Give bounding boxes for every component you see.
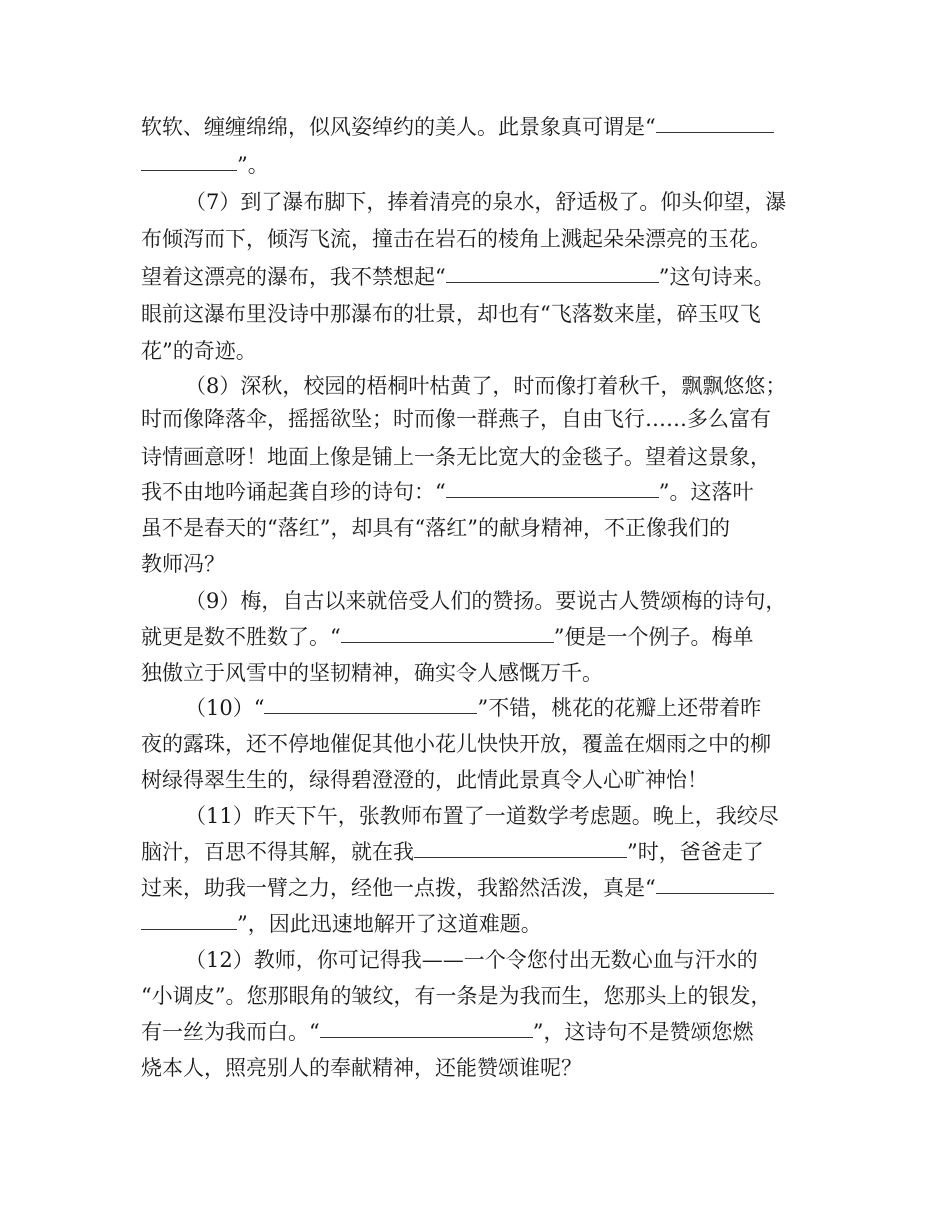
line-text: 教师冯？ — [141, 552, 225, 576]
text-line — [141, 440, 771, 474]
line-text-after: ”便是一个例子。梅单 — [553, 625, 754, 649]
line-text-after: ”。 — [237, 153, 269, 177]
answer-blank[interactable] — [320, 1015, 533, 1038]
text-line — [141, 297, 761, 331]
text-line — [185, 943, 758, 977]
line-text-after: ”时，爸爸走了 — [627, 840, 764, 864]
line-text: 烧本人，照亮别人的奉献精神，还能赞颂谁呢？ — [141, 1056, 582, 1080]
line-text-after: ”不错，桃花的花瓣上还带着昨 — [477, 696, 762, 720]
text-line — [141, 511, 730, 545]
line-text: （7）到了瀑布脚下，捧着清亮的泉水，舒适极了。仰头仰望，瀑 — [185, 190, 787, 214]
text-line — [141, 222, 771, 256]
line-text: 虽不是春天的“落红”，却具有“落红”的献身精神，不正像我们的 — [141, 516, 730, 540]
line-text: 我不由地吟诵起龚自珍的诗句：“ — [141, 480, 446, 504]
line-text: “小调皮”。您那眼角的皱纹，有一条是为我而生，您那头上的银发， — [141, 984, 772, 1008]
text-line — [185, 369, 786, 403]
line-text: 树绿得翠生生的，绿得碧澄澄的，此情此景真令人心旷神怡！ — [141, 768, 708, 792]
answer-blank[interactable] — [446, 260, 659, 283]
line-text: 时而像降落伞，摇摇欲坠；时而像一群燕子，自由飞行……多么富有 — [141, 407, 771, 431]
text-line — [141, 402, 771, 436]
line-text: （11）昨天下午，张教师布置了一道数学考虑题。晚上，我绞尽 — [185, 804, 779, 828]
text-line — [141, 1051, 582, 1085]
text-line — [141, 148, 269, 182]
line-text: （10）“ — [185, 696, 265, 720]
text-line — [141, 547, 225, 581]
text-line — [141, 727, 771, 761]
text-line — [141, 260, 775, 294]
text-line — [141, 620, 754, 654]
text-line — [141, 334, 257, 368]
line-text: 有一丝为我而白。“ — [141, 1020, 320, 1044]
text-line — [185, 799, 779, 833]
text-line — [141, 656, 603, 690]
line-text: 过来，助我一臂之力，经他一点拨，我豁然活泼，真是“ — [141, 876, 656, 900]
line-text: （9）梅，自古以来就倍受人们的赞扬。要说古人赞颂梅的诗句， — [185, 589, 787, 613]
text-line — [141, 110, 774, 144]
text-line — [141, 835, 764, 869]
line-text: 诗情画意呀！地面上像是铺上一条无比宽大的金毯子。望着这景象， — [141, 445, 771, 469]
line-text-after: ”，这诗句不是赞颂您燃 — [532, 1020, 754, 1044]
line-text: 望着这漂亮的瀑布，我不禁想起“ — [141, 265, 446, 289]
answer-blank[interactable] — [141, 148, 237, 171]
text-line — [141, 907, 542, 941]
answer-blank[interactable] — [656, 110, 774, 133]
line-text: 花”的奇迹。 — [141, 339, 257, 363]
line-text-after: ”，因此迅速地解开了这道难题。 — [237, 912, 542, 936]
line-text: 软软、缠缠绵绵，似风姿绰约的美人。此景象真可谓是“ — [141, 115, 656, 139]
text-line — [141, 1015, 754, 1049]
line-text: （12）教师，你可记得我——一个令您付出无数心血与汗水的 — [185, 948, 758, 972]
answer-blank[interactable] — [141, 907, 237, 930]
line-text-after: ”。这落叶 — [658, 480, 754, 504]
text-line — [185, 691, 761, 725]
line-text: 眼前这瀑布里没诗中那瀑布的壮景，却也有“飞落数来崖，碎玉叹飞 — [141, 302, 761, 326]
line-text: 独傲立于风雪中的坚韧精神，确实令人感慨万千。 — [141, 661, 603, 685]
line-text: 布倾泻而下，倾泻飞流，撞击在岩石的棱角上溅起朵朵漂亮的玉花。 — [141, 227, 771, 251]
answer-blank[interactable] — [656, 871, 774, 894]
answer-blank[interactable] — [264, 691, 477, 714]
line-text-after: ”这句诗来。 — [658, 265, 775, 289]
text-line — [141, 763, 708, 797]
line-text: 夜的露珠，还不停地催促其他小花儿快快开放，覆盖在烟雨之中的柳 — [141, 732, 771, 756]
line-text: （8）深秋，校园的梧桐叶枯黄了，时而像打着秋千，飘飘悠悠； — [185, 374, 787, 398]
answer-blank[interactable] — [446, 475, 659, 498]
text-line — [185, 185, 786, 219]
text-line — [185, 584, 786, 618]
line-text: 就更是数不胜数了。“ — [141, 625, 341, 649]
text-line — [141, 475, 754, 509]
line-text: 脑汁，百思不得其解，就在我 — [141, 840, 414, 864]
answer-blank[interactable] — [414, 835, 627, 858]
text-line — [141, 979, 771, 1013]
text-line — [141, 871, 774, 905]
answer-blank[interactable] — [341, 620, 554, 643]
